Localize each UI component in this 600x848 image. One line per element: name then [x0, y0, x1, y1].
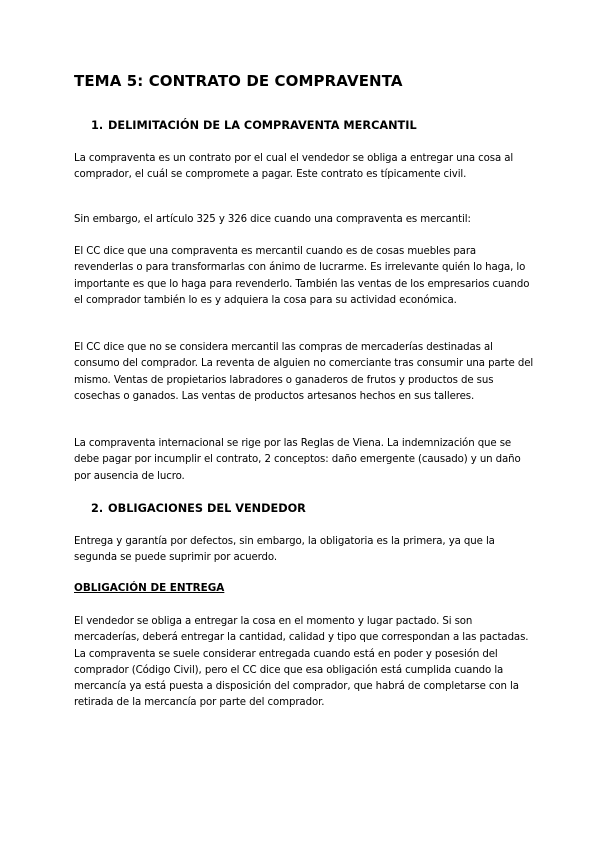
section-heading-delimitacion: [91, 119, 417, 132]
document-title: TEMA 5: CONTRATO DE COMPRAVENTA: [74, 72, 403, 90]
paragraph: El CC dice que no se considera mercantil las compras de mercaderías destinadas al consumo del comprador. La reventa de alguien no comerciante tras consumir una parte del mismo. Ventas de propietarios labradores o ganaderos de frutos y productos de sus cosechas o ganados. Las ventas de productos artesanos hechos en sus talleres.: [74, 342, 534, 402]
paragraph: Sin embargo, el artículo 325 y 326 dice cuando una compraventa es mercantil:: [74, 214, 471, 225]
section-heading-text: OBLIGACIONES DEL VENDEDOR: [108, 502, 306, 515]
paragraph: La compraventa es un contrato por el cual el vendedor se obliga a entregar una cosa al comprador, el cuál se compromete a pagar. Este contrato es típicamente civil.: [74, 153, 514, 181]
section-heading-text: DELIMITACIÓN DE LA COMPRAVENTA MERCANTIL: [108, 119, 417, 132]
paragraph: El vendedor se obliga a entregar la cosa en el momento y lugar pactado. Si son mercaderías, deberá entregar la cantidad, calidad y tipo que correspondan a las pactadas. La compraventa se suele considerar entregada cuando está en poder y posesión del comprador (Código Civil), pero el CC dice que esa obligación está cumplida cuando la mercancía ya está puesta a disposición del comprador, que habrá de completarse con la retirada de la mercancía por parte del comprador.: [74, 616, 529, 709]
section-number: 2.: [91, 502, 104, 515]
section-heading-obligaciones: [91, 502, 306, 515]
paragraph: El CC dice que una compraventa es mercantil cuando es de cosas muebles para revenderlas o para transformarlas con ánimo de lucrarme. Es irrelevante quién lo haga, lo importante es que lo haga para revenderlo. También las ventas de los empresarios cuando el comprador también lo es y adquiera la cosa para su actividad económica.: [74, 246, 530, 306]
subsection-heading-obligacion-entrega: OBLIGACIÓN DE ENTREGA: [74, 582, 225, 594]
paragraph: Entrega y garantía por defectos, sin embargo, la obligatoria es la primera, ya que la segunda se puede suprimir por acuerdo.: [74, 536, 495, 564]
section-number: 1.: [91, 119, 104, 132]
paragraph: La compraventa internacional se rige por las Reglas de Viena. La indemnización que se debe pagar por incumplir el contrato, 2 conceptos: daño emergente (causado) y un daño por ausencia de lucro.: [74, 438, 521, 482]
